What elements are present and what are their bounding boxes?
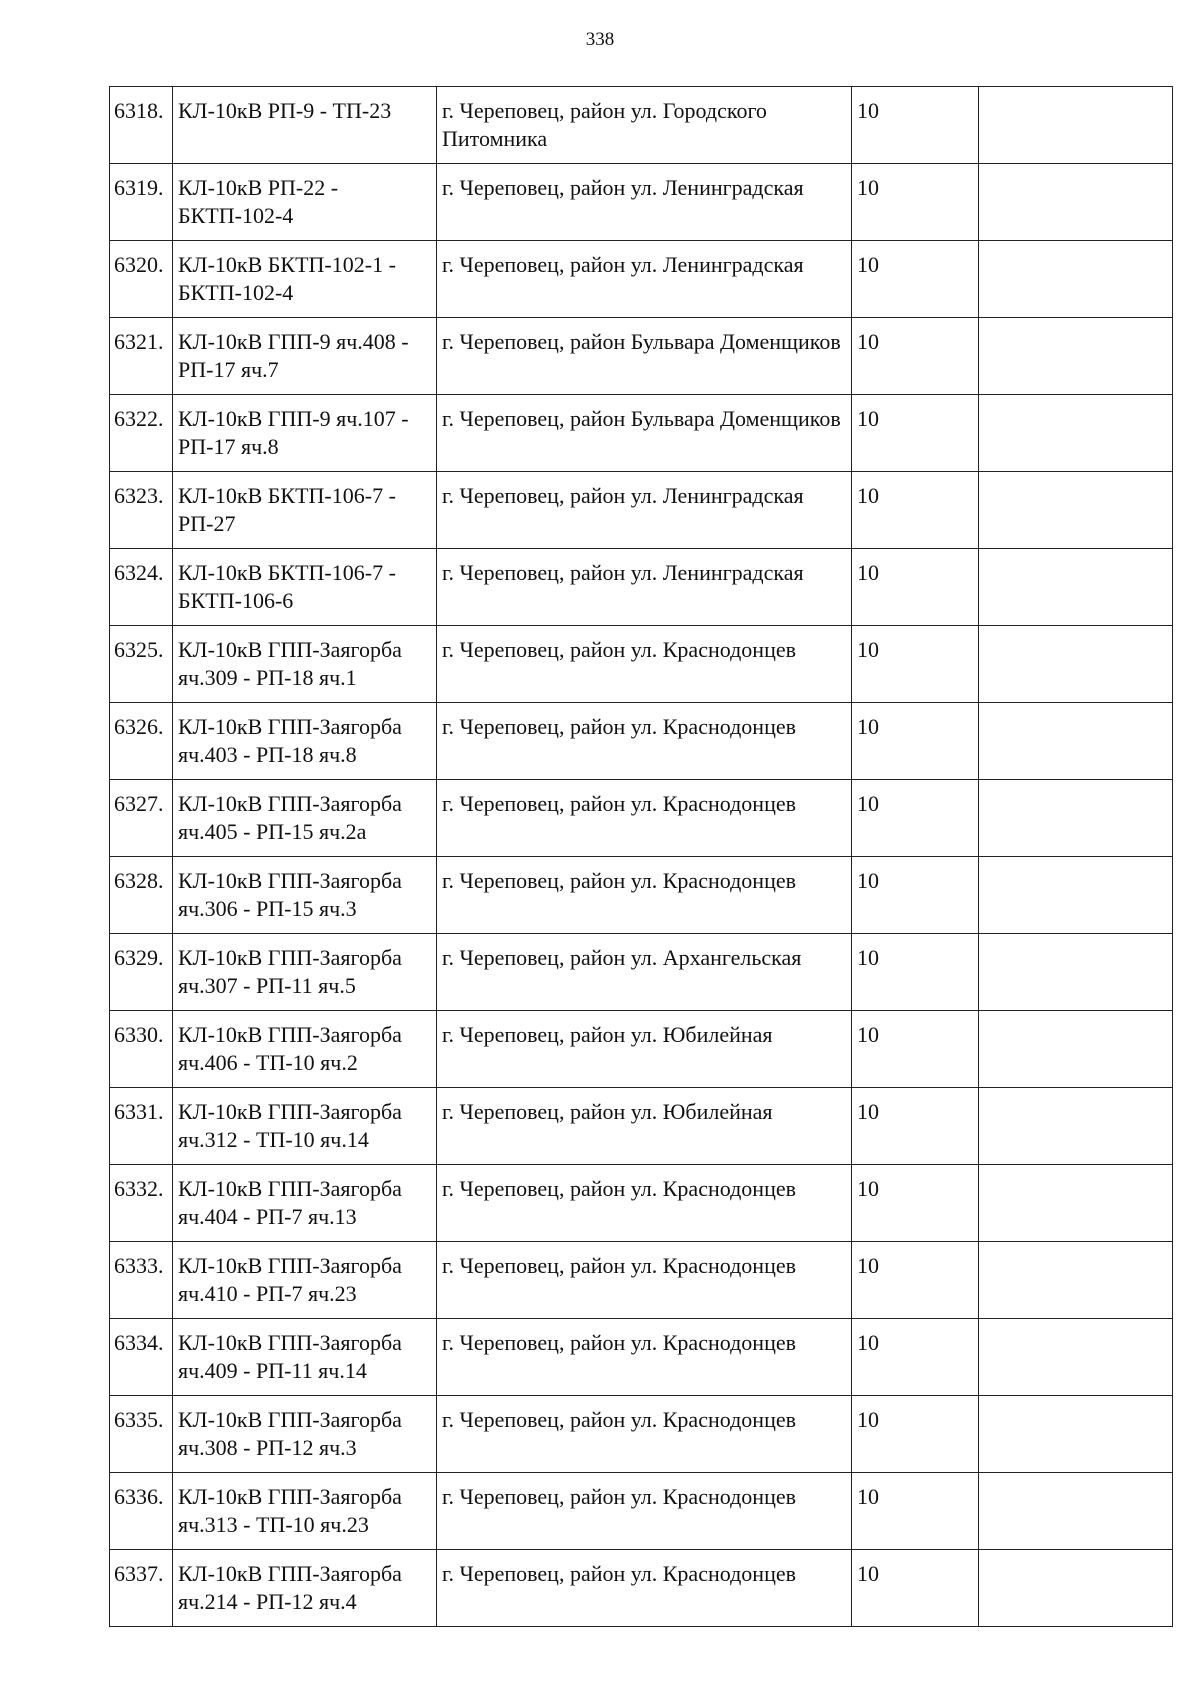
voltage-cell: 10 — [852, 318, 979, 395]
address-cell: г. Череповец, район Бульвара Доменщиков — [437, 395, 852, 472]
address-cell: г. Череповец, район ул. Городского Питомника — [437, 87, 852, 164]
table-row — [110, 241, 1173, 318]
note-cell — [979, 395, 1173, 472]
address-cell: г. Череповец, район ул. Краснодонцев — [437, 1550, 852, 1627]
table-row — [110, 164, 1173, 241]
table-row — [110, 1550, 1173, 1627]
address-cell: г. Череповец, район ул. Краснодонцев — [437, 1242, 852, 1319]
line-name-cell: КЛ-10кВ РП-22 - БКТП-102-4 — [173, 164, 437, 241]
row-number-cell: 6325. — [110, 626, 173, 703]
voltage-cell: 10 — [852, 1550, 979, 1627]
line-name-cell: КЛ-10кВ ГПП-Заягорба яч.406 - ТП-10 яч.2 — [173, 1011, 437, 1088]
table-body — [110, 87, 1173, 1627]
address-cell: г. Череповец, район ул. Краснодонцев — [437, 1473, 852, 1550]
row-number-cell: 6335. — [110, 1396, 173, 1473]
line-name-cell: КЛ-10кВ ГПП-Заягорба яч.308 - РП-12 яч.3 — [173, 1396, 437, 1473]
line-name-cell: КЛ-10кВ БКТП-106-7 - РП-27 — [173, 472, 437, 549]
table-row — [110, 318, 1173, 395]
row-number-cell: 6328. — [110, 857, 173, 934]
voltage-cell: 10 — [852, 395, 979, 472]
note-cell — [979, 934, 1173, 1011]
address-cell: г. Череповец, район ул. Краснодонцев — [437, 780, 852, 857]
voltage-cell: 10 — [852, 1011, 979, 1088]
table-row — [110, 703, 1173, 780]
note-cell — [979, 857, 1173, 934]
table-row — [110, 472, 1173, 549]
voltage-cell: 10 — [852, 87, 979, 164]
line-name-cell: КЛ-10кВ ГПП-9 яч.408 - РП-17 яч.7 — [173, 318, 437, 395]
note-cell — [979, 1011, 1173, 1088]
row-number-cell: 6323. — [110, 472, 173, 549]
table-row — [110, 395, 1173, 472]
table-row — [110, 1165, 1173, 1242]
note-cell — [979, 1319, 1173, 1396]
line-name-cell: КЛ-10кВ ГПП-9 яч.107 - РП-17 яч.8 — [173, 395, 437, 472]
note-cell — [979, 549, 1173, 626]
row-number-cell: 6332. — [110, 1165, 173, 1242]
note-cell — [979, 780, 1173, 857]
row-number-cell: 6334. — [110, 1319, 173, 1396]
line-name-cell: КЛ-10кВ БКТП-106-7 - БКТП-106-6 — [173, 549, 437, 626]
address-cell: г. Череповец, район ул. Ленинградская — [437, 549, 852, 626]
line-name-cell: КЛ-10кВ ГПП-Заягорба яч.313 - ТП-10 яч.23 — [173, 1473, 437, 1550]
address-cell: г. Череповец, район ул. Краснодонцев — [437, 1319, 852, 1396]
row-number-cell: 6319. — [110, 164, 173, 241]
address-cell: г. Череповец, район ул. Ленинградская — [437, 164, 852, 241]
row-number-cell: 6324. — [110, 549, 173, 626]
line-name-cell: КЛ-10кВ ГПП-Заягорба яч.405 - РП-15 яч.2а — [173, 780, 437, 857]
line-name-cell: КЛ-10кВ БКТП-102-1 - БКТП-102-4 — [173, 241, 437, 318]
voltage-cell: 10 — [852, 472, 979, 549]
table-row — [110, 1473, 1173, 1550]
page-number: 338 — [585, 29, 615, 50]
voltage-cell: 10 — [852, 1088, 979, 1165]
table-row — [110, 934, 1173, 1011]
table-row — [110, 1088, 1173, 1165]
row-number-cell: 6336. — [110, 1473, 173, 1550]
address-cell: г. Череповец, район ул. Архангельская — [437, 934, 852, 1011]
row-number-cell: 6329. — [110, 934, 173, 1011]
note-cell — [979, 703, 1173, 780]
row-number-cell: 6320. — [110, 241, 173, 318]
table-row — [110, 1319, 1173, 1396]
note-cell — [979, 626, 1173, 703]
note-cell — [979, 1088, 1173, 1165]
note-cell — [979, 472, 1173, 549]
line-name-cell: КЛ-10кВ ГПП-Заягорба яч.403 - РП-18 яч.8 — [173, 703, 437, 780]
row-number-cell: 6322. — [110, 395, 173, 472]
row-number-cell: 6318. — [110, 87, 173, 164]
table-row — [110, 1011, 1173, 1088]
voltage-cell: 10 — [852, 857, 979, 934]
table-row — [110, 87, 1173, 164]
table-row — [110, 857, 1173, 934]
table-row — [110, 1242, 1173, 1319]
cable-line-table — [109, 86, 1173, 1627]
line-name-cell: КЛ-10кВ ГПП-Заягорба яч.306 - РП-15 яч.3 — [173, 857, 437, 934]
note-cell — [979, 1242, 1173, 1319]
line-name-cell: КЛ-10кВ ГПП-Заягорба яч.404 - РП-7 яч.13 — [173, 1165, 437, 1242]
address-cell: г. Череповец, район ул. Краснодонцев — [437, 703, 852, 780]
address-cell: г. Череповец, район ул. Ленинградская — [437, 472, 852, 549]
note-cell — [979, 241, 1173, 318]
note-cell — [979, 318, 1173, 395]
voltage-cell: 10 — [852, 1242, 979, 1319]
line-name-cell: КЛ-10кВ ГПП-Заягорба яч.214 - РП-12 яч.4 — [173, 1550, 437, 1627]
address-cell: г. Череповец, район ул. Краснодонцев — [437, 626, 852, 703]
note-cell — [979, 1165, 1173, 1242]
table-row — [110, 780, 1173, 857]
line-name-cell: КЛ-10кВ РП-9 - ТП-23 — [173, 87, 437, 164]
voltage-cell: 10 — [852, 934, 979, 1011]
note-cell — [979, 1396, 1173, 1473]
table-row — [110, 549, 1173, 626]
address-cell: г. Череповец, район ул. Юбилейная — [437, 1088, 852, 1165]
line-name-cell: КЛ-10кВ ГПП-Заягорба яч.409 - РП-11 яч.14 — [173, 1319, 437, 1396]
row-number-cell: 6321. — [110, 318, 173, 395]
row-number-cell: 6333. — [110, 1242, 173, 1319]
row-number-cell: 6330. — [110, 1011, 173, 1088]
line-name-cell: КЛ-10кВ ГПП-Заягорба яч.307 - РП-11 яч.5 — [173, 934, 437, 1011]
address-cell: г. Череповец, район Бульвара Доменщиков — [437, 318, 852, 395]
address-cell: г. Череповец, район ул. Краснодонцев — [437, 1396, 852, 1473]
voltage-cell: 10 — [852, 164, 979, 241]
voltage-cell: 10 — [852, 703, 979, 780]
address-cell: г. Череповец, район ул. Юбилейная — [437, 1011, 852, 1088]
voltage-cell: 10 — [852, 241, 979, 318]
row-number-cell: 6326. — [110, 703, 173, 780]
voltage-cell: 10 — [852, 1396, 979, 1473]
line-name-cell: КЛ-10кВ ГПП-Заягорба яч.312 - ТП-10 яч.14 — [173, 1088, 437, 1165]
address-cell: г. Череповец, район ул. Краснодонцев — [437, 857, 852, 934]
voltage-cell: 10 — [852, 780, 979, 857]
table-row — [110, 626, 1173, 703]
voltage-cell: 10 — [852, 1319, 979, 1396]
voltage-cell: 10 — [852, 1165, 979, 1242]
table-row — [110, 1396, 1173, 1473]
voltage-cell: 10 — [852, 626, 979, 703]
address-cell: г. Череповец, район ул. Краснодонцев — [437, 1165, 852, 1242]
note-cell — [979, 87, 1173, 164]
row-number-cell: 6327. — [110, 780, 173, 857]
note-cell — [979, 1550, 1173, 1627]
line-name-cell: КЛ-10кВ ГПП-Заягорба яч.309 - РП-18 яч.1 — [173, 626, 437, 703]
note-cell — [979, 1473, 1173, 1550]
row-number-cell: 6331. — [110, 1088, 173, 1165]
line-name-cell: КЛ-10кВ ГПП-Заягорба яч.410 - РП-7 яч.23 — [173, 1242, 437, 1319]
note-cell — [979, 164, 1173, 241]
address-cell: г. Череповец, район ул. Ленинградская — [437, 241, 852, 318]
voltage-cell: 10 — [852, 1473, 979, 1550]
voltage-cell: 10 — [852, 549, 979, 626]
row-number-cell: 6337. — [110, 1550, 173, 1627]
